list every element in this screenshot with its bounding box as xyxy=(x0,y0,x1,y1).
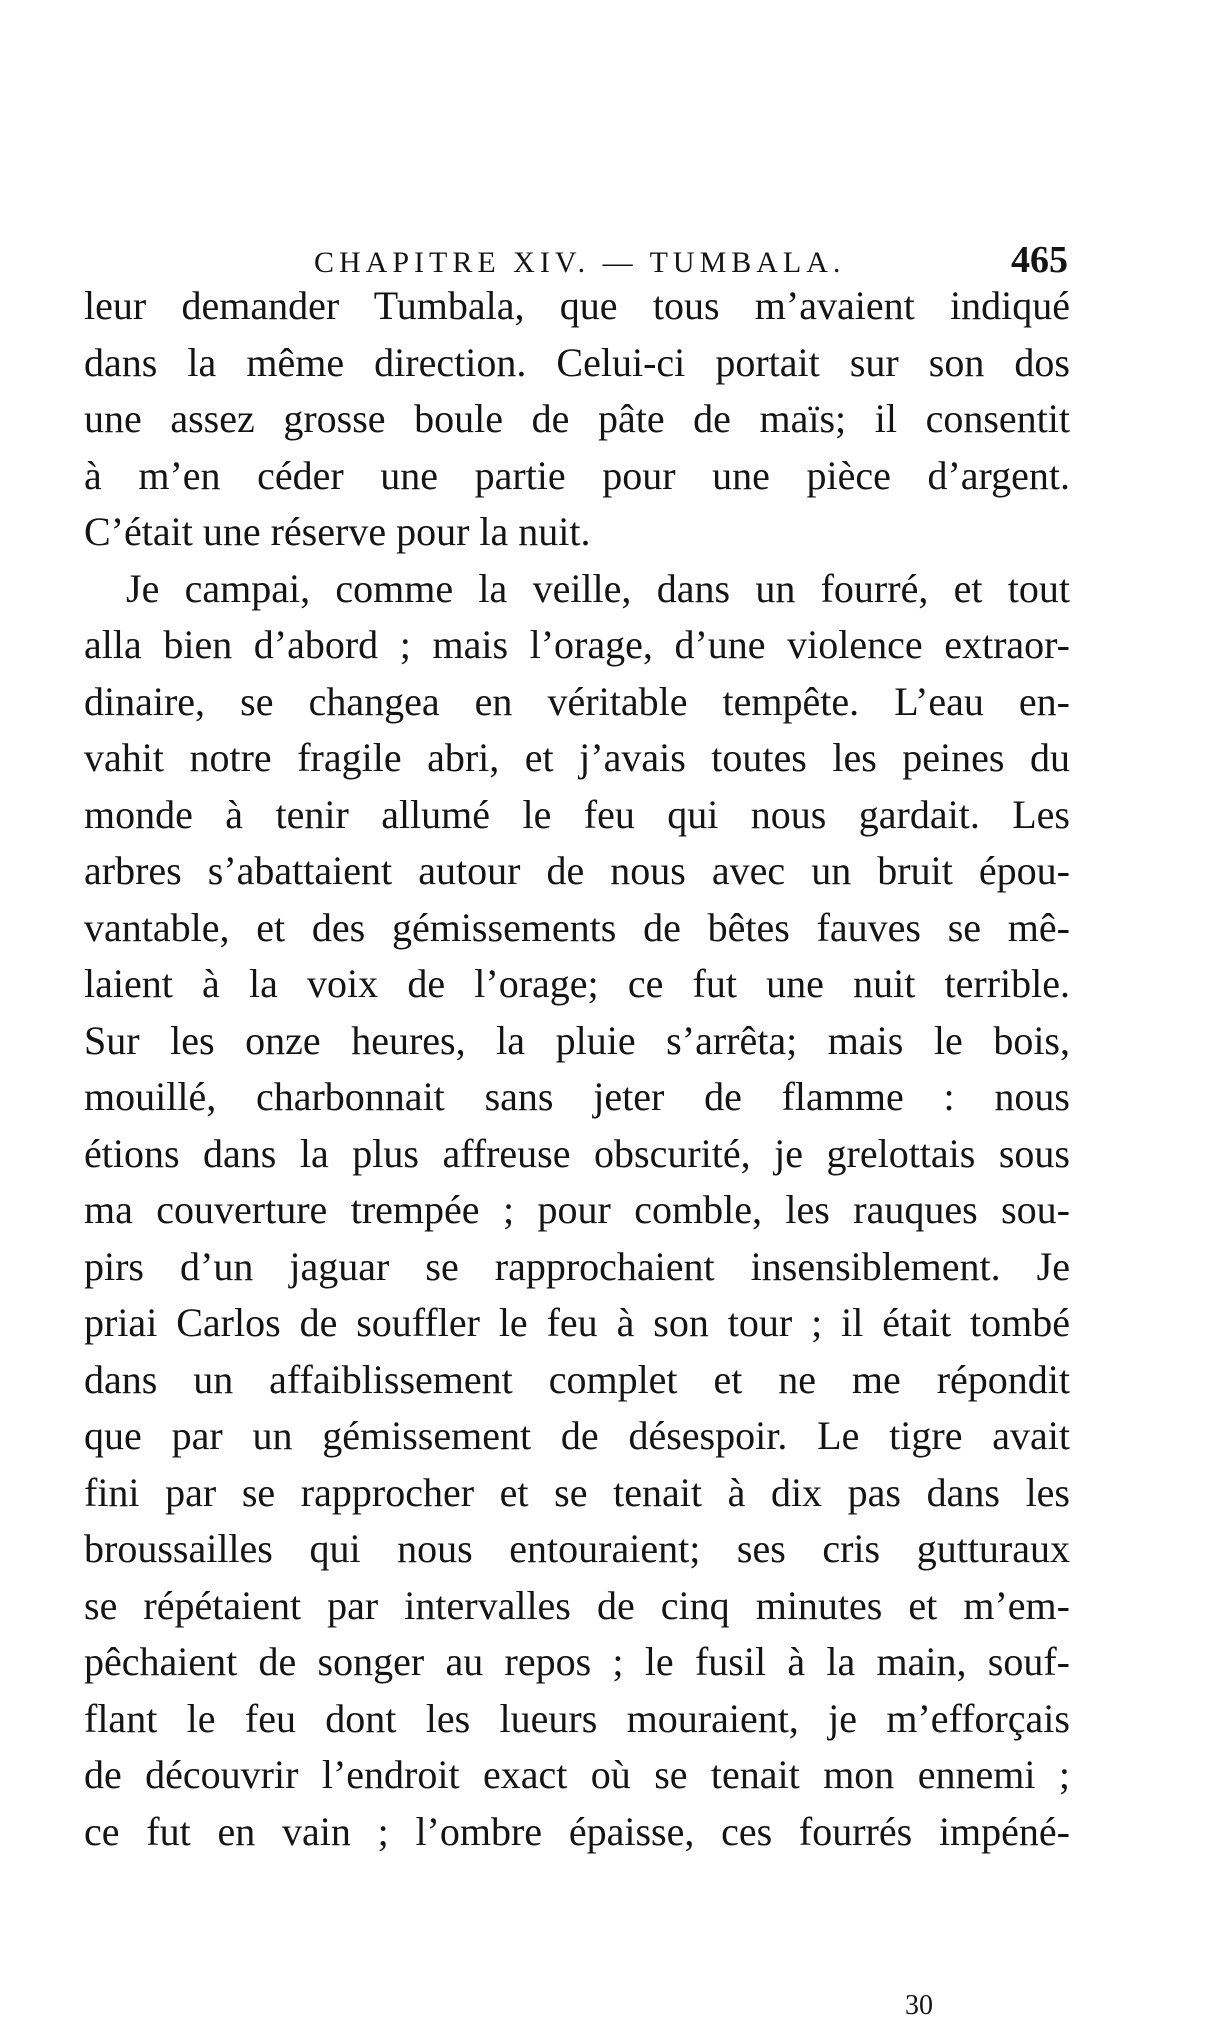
text-line: C’était une réserve pour la nuit. xyxy=(84,509,591,554)
text-line: fini par se rapprocher et se tenait à dix pas dans les xyxy=(84,1469,1070,1515)
text-line: se répétaient par intervalles de cinq minutes et m’em- xyxy=(84,1582,1070,1628)
text-line: vahit notre fragile abri, et j’avais toutes les peines du xyxy=(84,735,1070,780)
text-line: Je campai, comme la veille, dans un fourré, et tout xyxy=(126,565,1070,611)
text-line: mouillé, charbonnait sans jeter de flamme : nous xyxy=(84,1074,1070,1119)
text-line: monde à tenir allumé le feu qui nous gardait. Les xyxy=(84,791,1070,837)
running-head xyxy=(88,232,1068,282)
text-line: de découvrir l’endroit exact où se tenait mon ennemi ; xyxy=(84,1752,1070,1797)
running-title: CHAPITRE XIV. — TUMBALA. xyxy=(314,246,846,279)
signature-mark: 30 xyxy=(905,1990,933,2021)
text-line: dinaire, se changea en véritable tempête. L’eau en- xyxy=(84,678,1070,724)
text-line: à m’en céder une partie pour une pièce d’argent. xyxy=(84,452,1070,498)
text-line: alla bien d’abord ; mais l’orage, d’une violence extraor- xyxy=(84,622,1070,667)
text-line: ce fut en vain ; l’ombre épaisse, ces fourrés impéné- xyxy=(84,1808,1070,1854)
text-line: dans la même direction. Celui-ci portait sur son dos xyxy=(84,339,1070,385)
text-line: priai Carlos de souffler le feu à son tour ; il était tombé xyxy=(84,1300,1070,1345)
text-line: leur demander Tumbala, que tous m’avaient indiqué xyxy=(84,283,1070,328)
text-line: une assez grosse boule de pâte de maïs; il consentit xyxy=(84,396,1070,441)
text-line: pirs d’un jaguar se rapprochaient insensiblement. Je xyxy=(84,1243,1070,1289)
text-line: étions dans la plus affreuse obscurité, je grelottais sous xyxy=(84,1130,1070,1176)
text-line: flant le feu dont les lueurs mouraient, je m’efforçais xyxy=(84,1695,1070,1741)
text-line: que par un gémissement de désespoir. Le tigre avait xyxy=(84,1413,1070,1458)
text-line: vantable, et des gémissements de bêtes fauves se mê- xyxy=(84,904,1070,950)
text-line: ma couverture trempée ; pour comble, les rauques sou- xyxy=(84,1187,1070,1232)
text-line: dans un affaiblissement complet et ne me répondit xyxy=(84,1356,1070,1402)
text-line: arbres s’abattaient autour de nous avec un bruit épou- xyxy=(84,848,1070,893)
text-line: pêchaient de songer au repos ; le fusil à la main, souf- xyxy=(84,1639,1070,1684)
page-number: 465 xyxy=(1011,239,1068,281)
text-line: laient à la voix de l’orage; ce fut une nuit terrible. xyxy=(84,961,1070,1006)
body-text xyxy=(84,278,1070,1860)
text-line: Sur les onze heures, la pluie s’arrêta; mais le bois, xyxy=(84,1017,1070,1063)
text-line: broussailles qui nous entouraient; ses cris gutturaux xyxy=(84,1526,1070,1571)
